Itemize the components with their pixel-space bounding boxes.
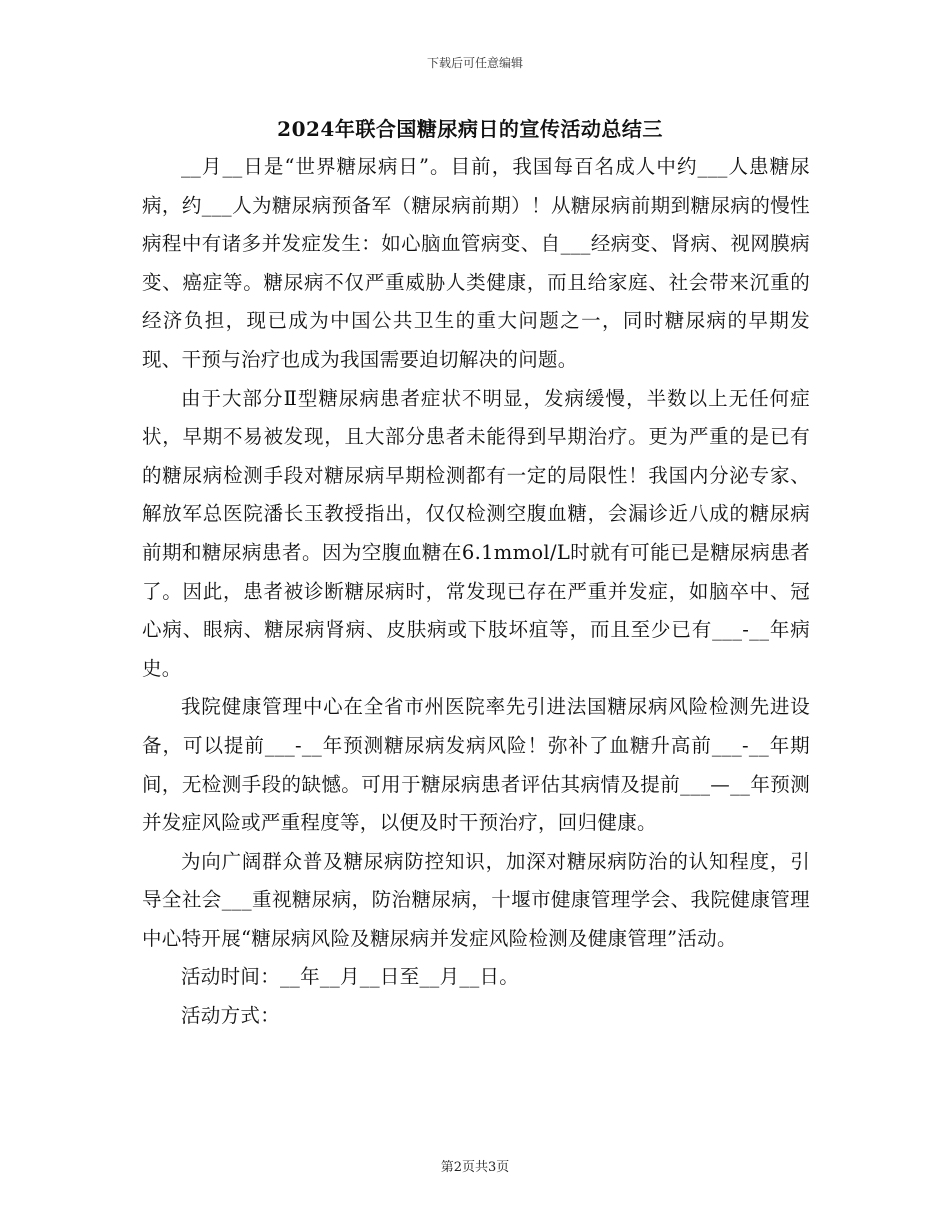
paragraph-equipment: 我院健康管理中心在全省市州医院率先引进法国糖尿病风险检测先进设备，可以提前___-__年预测糖尿病发病风险！弥补了血糖升高前___-__年期间，无检测手段的缺憾。可用于糖尿病患者评估其病情及提前___—__年预测并发症风险或严重程度等，以便及时干预治疗，回归健康。: [142, 695, 810, 835]
document-body: [142, 148, 810, 1036]
paragraph-activity-method: 活动方式：: [181, 1004, 281, 1028]
paragraph-symptoms: 由于大部分Ⅱ型糖尿病患者症状不明显，发病缓慢，半数以上无任何症状，早期不易被发现，且大部分患者未能得到早期治疗。更为严重的是已有的糖尿病检测手段对糖尿病早期检测都有一定的局限性！我国内分泌专家、解放军总医院潘长玉教授指出，仅仅检测空腹血糖，会漏诊近八成的糖尿病前期和糖尿病患者。因为空腹血糖在6.1mmol/L时就有可能已是糖尿病患者了。因此，患者被诊断糖尿病时，常发现已存在严重并发症，如脑卒中、冠心病、眼病、糖尿病肾病、皮肤病或下肢坏疽等，而且至少已有___-__年病史。: [142, 386, 810, 680]
page-footer: 第2页共3页: [440, 1160, 510, 1175]
document-title: 2024年联合国糖尿病日的宣传活动总结三: [277, 117, 663, 141]
paragraph-activity-time: 活动时间：__年__月__日至__月__日。: [181, 965, 520, 989]
paragraph-intro: __月__日是“世界糖尿病日”。目前，我国每百名成人中约___人患糖尿病，约___人为糖尿病预备军（糖尿病前期）！从糖尿病前期到糖尿病的慢性病程中有诸多并发症发生：如心脑血管病变、自___经病变、肾病、视网膜病变、癌症等。糖尿病不仅严重威胁人类健康，而且给家庭、社会带来沉重的经济负担，现已成为中国公共卫生的重大问题之一，同时糖尿病的早期发现、干预与治疗也成为我国需要迫切解决的问题。: [142, 155, 810, 371]
page-header: 下载后可任意编辑: [426, 56, 523, 70]
paragraph-campaign: 为向广阔群众普及糖尿病防控知识，加深对糖尿病防治的认知程度，引导全社会___重视糖尿病，防治糖尿病，十堰市健康管理学会、我院健康管理中心特开展“糖尿病风险及糖尿病并发症风险检测及健康管理”活动。: [142, 849, 810, 950]
